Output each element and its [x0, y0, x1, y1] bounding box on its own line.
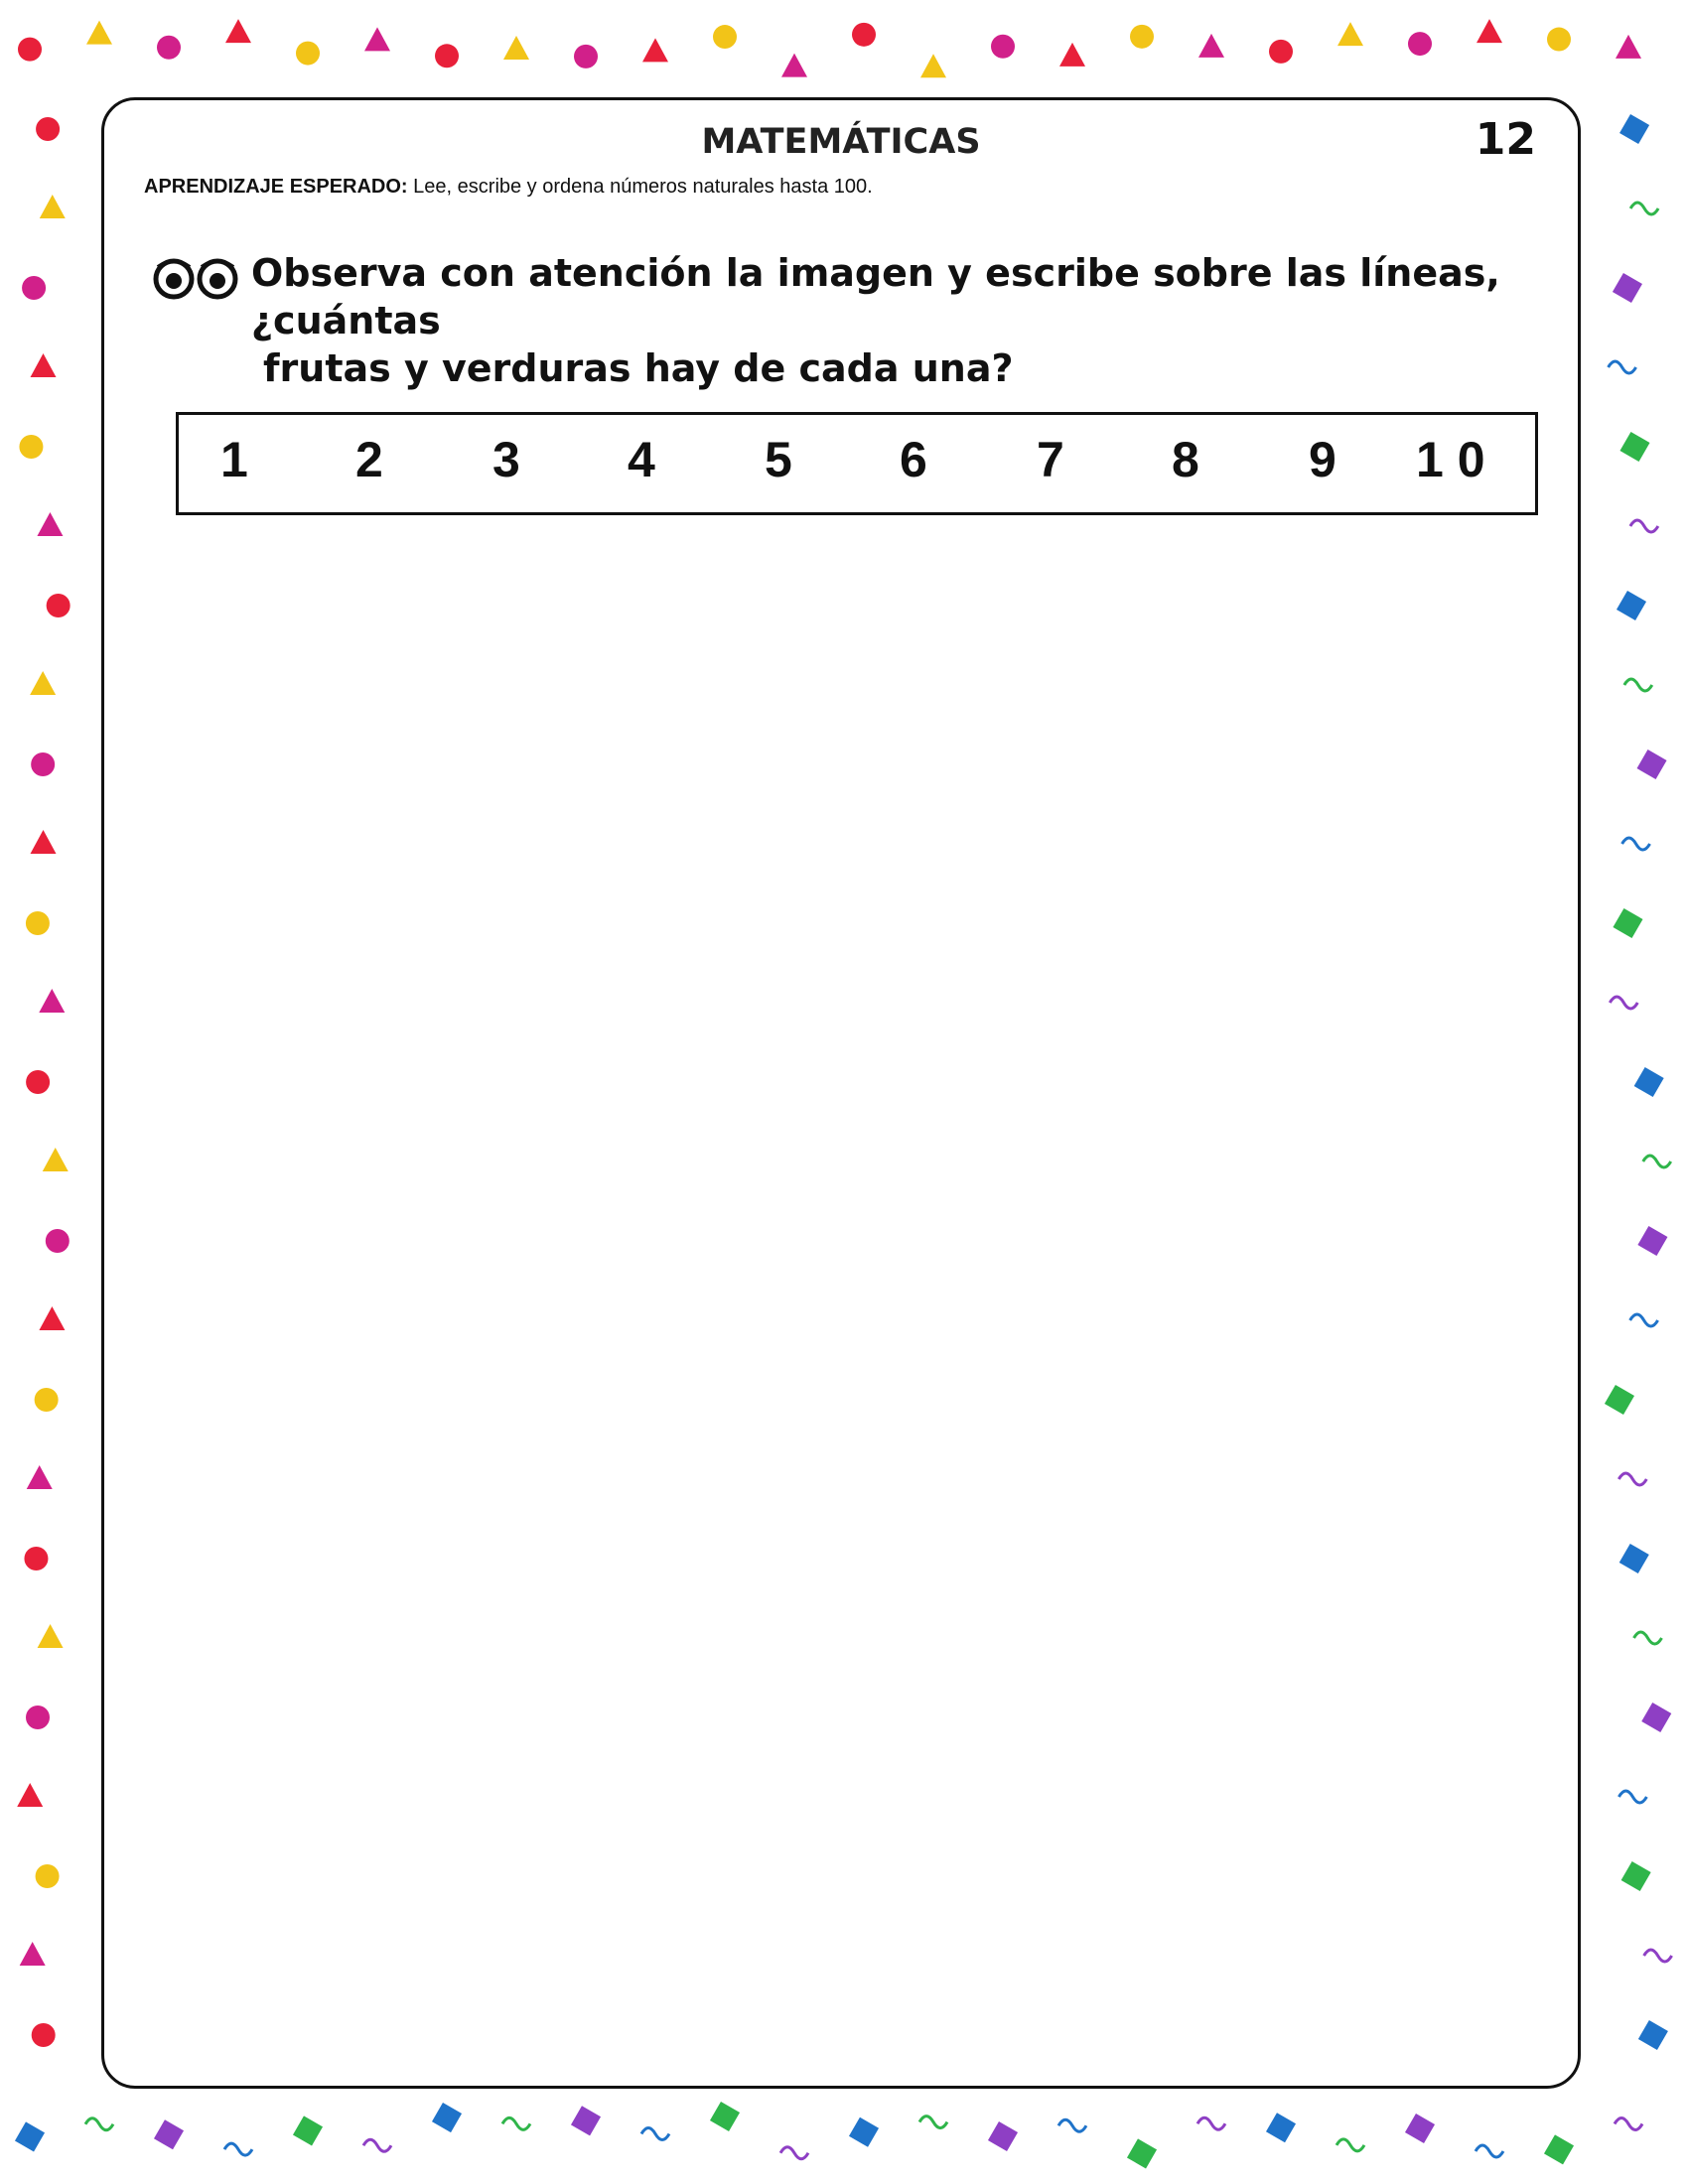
- confetti-piece: [39, 1306, 65, 1330]
- confetti-piece: [46, 1229, 70, 1253]
- instruction-line-1: Observa con atención la imagen y escribe sobre las líneas, ¿cuántas: [251, 251, 1500, 342]
- instruction-line-2: frutas y verduras hay de cada una?: [263, 346, 1014, 390]
- confetti-piece: [18, 38, 42, 62]
- confetti-piece: [1544, 2134, 1574, 2164]
- confetti-piece: [1405, 2114, 1435, 2143]
- confetti-piece: [1058, 2119, 1086, 2131]
- confetti-piece: [364, 27, 390, 51]
- confetti-piece: [36, 117, 60, 141]
- instruction-text: [251, 249, 1542, 392]
- confetti-piece: [1605, 1385, 1634, 1415]
- confetti-piece: [1643, 1156, 1671, 1167]
- confetti-piece: [38, 1624, 64, 1648]
- confetti-piece: [1638, 2020, 1668, 2050]
- number-9: 9: [1309, 432, 1336, 487]
- confetti-piece: [19, 435, 43, 459]
- confetti-piece: [47, 594, 70, 617]
- confetti-piece: [1477, 19, 1502, 43]
- confetti-piece: [1641, 1703, 1671, 1732]
- confetti-piece: [1337, 22, 1363, 46]
- confetti-piece: [43, 1148, 69, 1171]
- learning-label: APRENDIZAJE ESPERADO:: [144, 176, 408, 198]
- confetti-piece: [919, 2116, 947, 2128]
- confetti-piece: [710, 2102, 740, 2131]
- confetti-piece: [641, 2127, 669, 2139]
- confetti-piece: [17, 1783, 43, 1807]
- confetti-piece: [31, 353, 57, 377]
- number-3: 3: [492, 432, 520, 487]
- number-strip: [176, 412, 1538, 515]
- confetti-piece: [1637, 750, 1667, 779]
- confetti-piece: [1610, 997, 1637, 1009]
- confetti-piece: [435, 44, 459, 68]
- confetti-piece: [1198, 34, 1224, 58]
- number-4: 4: [628, 432, 655, 487]
- confetti-piece: [1127, 2138, 1157, 2168]
- number-1: 1: [220, 432, 248, 487]
- confetti-piece: [1634, 1067, 1664, 1097]
- confetti-piece: [1624, 679, 1652, 691]
- confetti-piece: [30, 671, 56, 695]
- confetti-piece: [571, 2106, 601, 2135]
- confetti-piece: [363, 2139, 391, 2151]
- confetti-piece: [574, 45, 598, 68]
- confetti-piece: [26, 1070, 50, 1094]
- confetti-piece: [642, 38, 668, 62]
- confetti-piece: [37, 512, 63, 536]
- confetti-piece: [1059, 43, 1085, 67]
- number-2: 2: [355, 432, 383, 487]
- worksheet-page: [101, 97, 1581, 2089]
- confetti-piece: [502, 2117, 530, 2129]
- confetti-piece: [157, 36, 181, 60]
- confetti-piece: [27, 1465, 53, 1489]
- confetti-piece: [991, 35, 1015, 59]
- confetti-piece: [225, 19, 251, 43]
- confetti-piece: [713, 25, 737, 49]
- confetti-piece: [32, 2023, 56, 2047]
- confetti-piece: [24, 1547, 48, 1570]
- confetti-piece: [1630, 520, 1658, 532]
- confetti-piece: [36, 1864, 60, 1888]
- confetti-piece: [35, 1388, 59, 1412]
- confetti-piece: [26, 1706, 50, 1729]
- confetti-piece: [1615, 2117, 1642, 2129]
- confetti-piece: [1617, 591, 1646, 620]
- confetti-piece: [1619, 1544, 1649, 1573]
- confetti-piece: [852, 23, 876, 47]
- confetti-piece: [1637, 1226, 1667, 1256]
- confetti-piece: [1644, 1950, 1672, 1962]
- confetti-piece: [22, 276, 46, 300]
- confetti-piece: [781, 54, 807, 77]
- confetti-piece: [1336, 2139, 1364, 2151]
- confetti-piece: [15, 2121, 45, 2151]
- confetti-piece: [1633, 1632, 1661, 1644]
- confetti-piece: [849, 2117, 879, 2147]
- confetti-piece: [1630, 203, 1658, 214]
- eyes-icon: [152, 257, 241, 301]
- confetti-piece: [1609, 361, 1636, 373]
- number-5: 5: [765, 432, 792, 487]
- page-number: 12: [1475, 114, 1536, 165]
- number-10: 1 0: [1416, 432, 1485, 487]
- confetti-piece: [293, 2116, 323, 2145]
- learning-objective: [144, 176, 873, 199]
- confetti-piece: [1266, 2113, 1296, 2142]
- confetti-piece: [39, 989, 65, 1013]
- number-7: 7: [1037, 432, 1064, 487]
- number-8: 8: [1172, 432, 1199, 487]
- learning-text: Lee, escribe y ordena números naturales hasta 100.: [413, 176, 873, 198]
- confetti-piece: [503, 36, 529, 60]
- confetti-piece: [1613, 273, 1642, 303]
- confetti-piece: [1621, 1861, 1651, 1891]
- confetti-piece: [1618, 1473, 1646, 1485]
- confetti-piece: [31, 830, 57, 854]
- confetti-piece: [1616, 35, 1641, 59]
- confetti-piece: [1630, 1314, 1658, 1326]
- confetti-piece: [26, 911, 50, 935]
- confetti-piece: [1618, 1791, 1646, 1803]
- confetti-piece: [1408, 32, 1432, 56]
- confetti-piece: [31, 752, 55, 776]
- confetti-piece: [154, 2119, 184, 2149]
- confetti-piece: [920, 54, 946, 77]
- number-6: 6: [900, 432, 927, 487]
- confetti-piece: [1269, 40, 1293, 64]
- confetti-piece: [432, 2103, 462, 2132]
- confetti-piece: [85, 2118, 113, 2130]
- confetti-piece: [1476, 2145, 1503, 2157]
- confetti-piece: [1622, 838, 1650, 850]
- confetti-piece: [780, 2147, 808, 2159]
- confetti-piece: [1619, 432, 1649, 462]
- confetti-piece: [224, 2143, 252, 2155]
- confetti-piece: [1619, 114, 1649, 144]
- confetti-piece: [20, 1942, 46, 1966]
- confetti-piece: [988, 2121, 1018, 2151]
- confetti-piece: [1547, 28, 1571, 52]
- page-title: MATEMÁTICAS: [701, 122, 981, 162]
- confetti-piece: [1130, 25, 1154, 49]
- confetti-piece: [1197, 2117, 1225, 2129]
- confetti-piece: [86, 21, 112, 45]
- confetti-piece: [40, 195, 66, 218]
- confetti-piece: [296, 42, 320, 66]
- confetti-piece: [1613, 908, 1642, 938]
